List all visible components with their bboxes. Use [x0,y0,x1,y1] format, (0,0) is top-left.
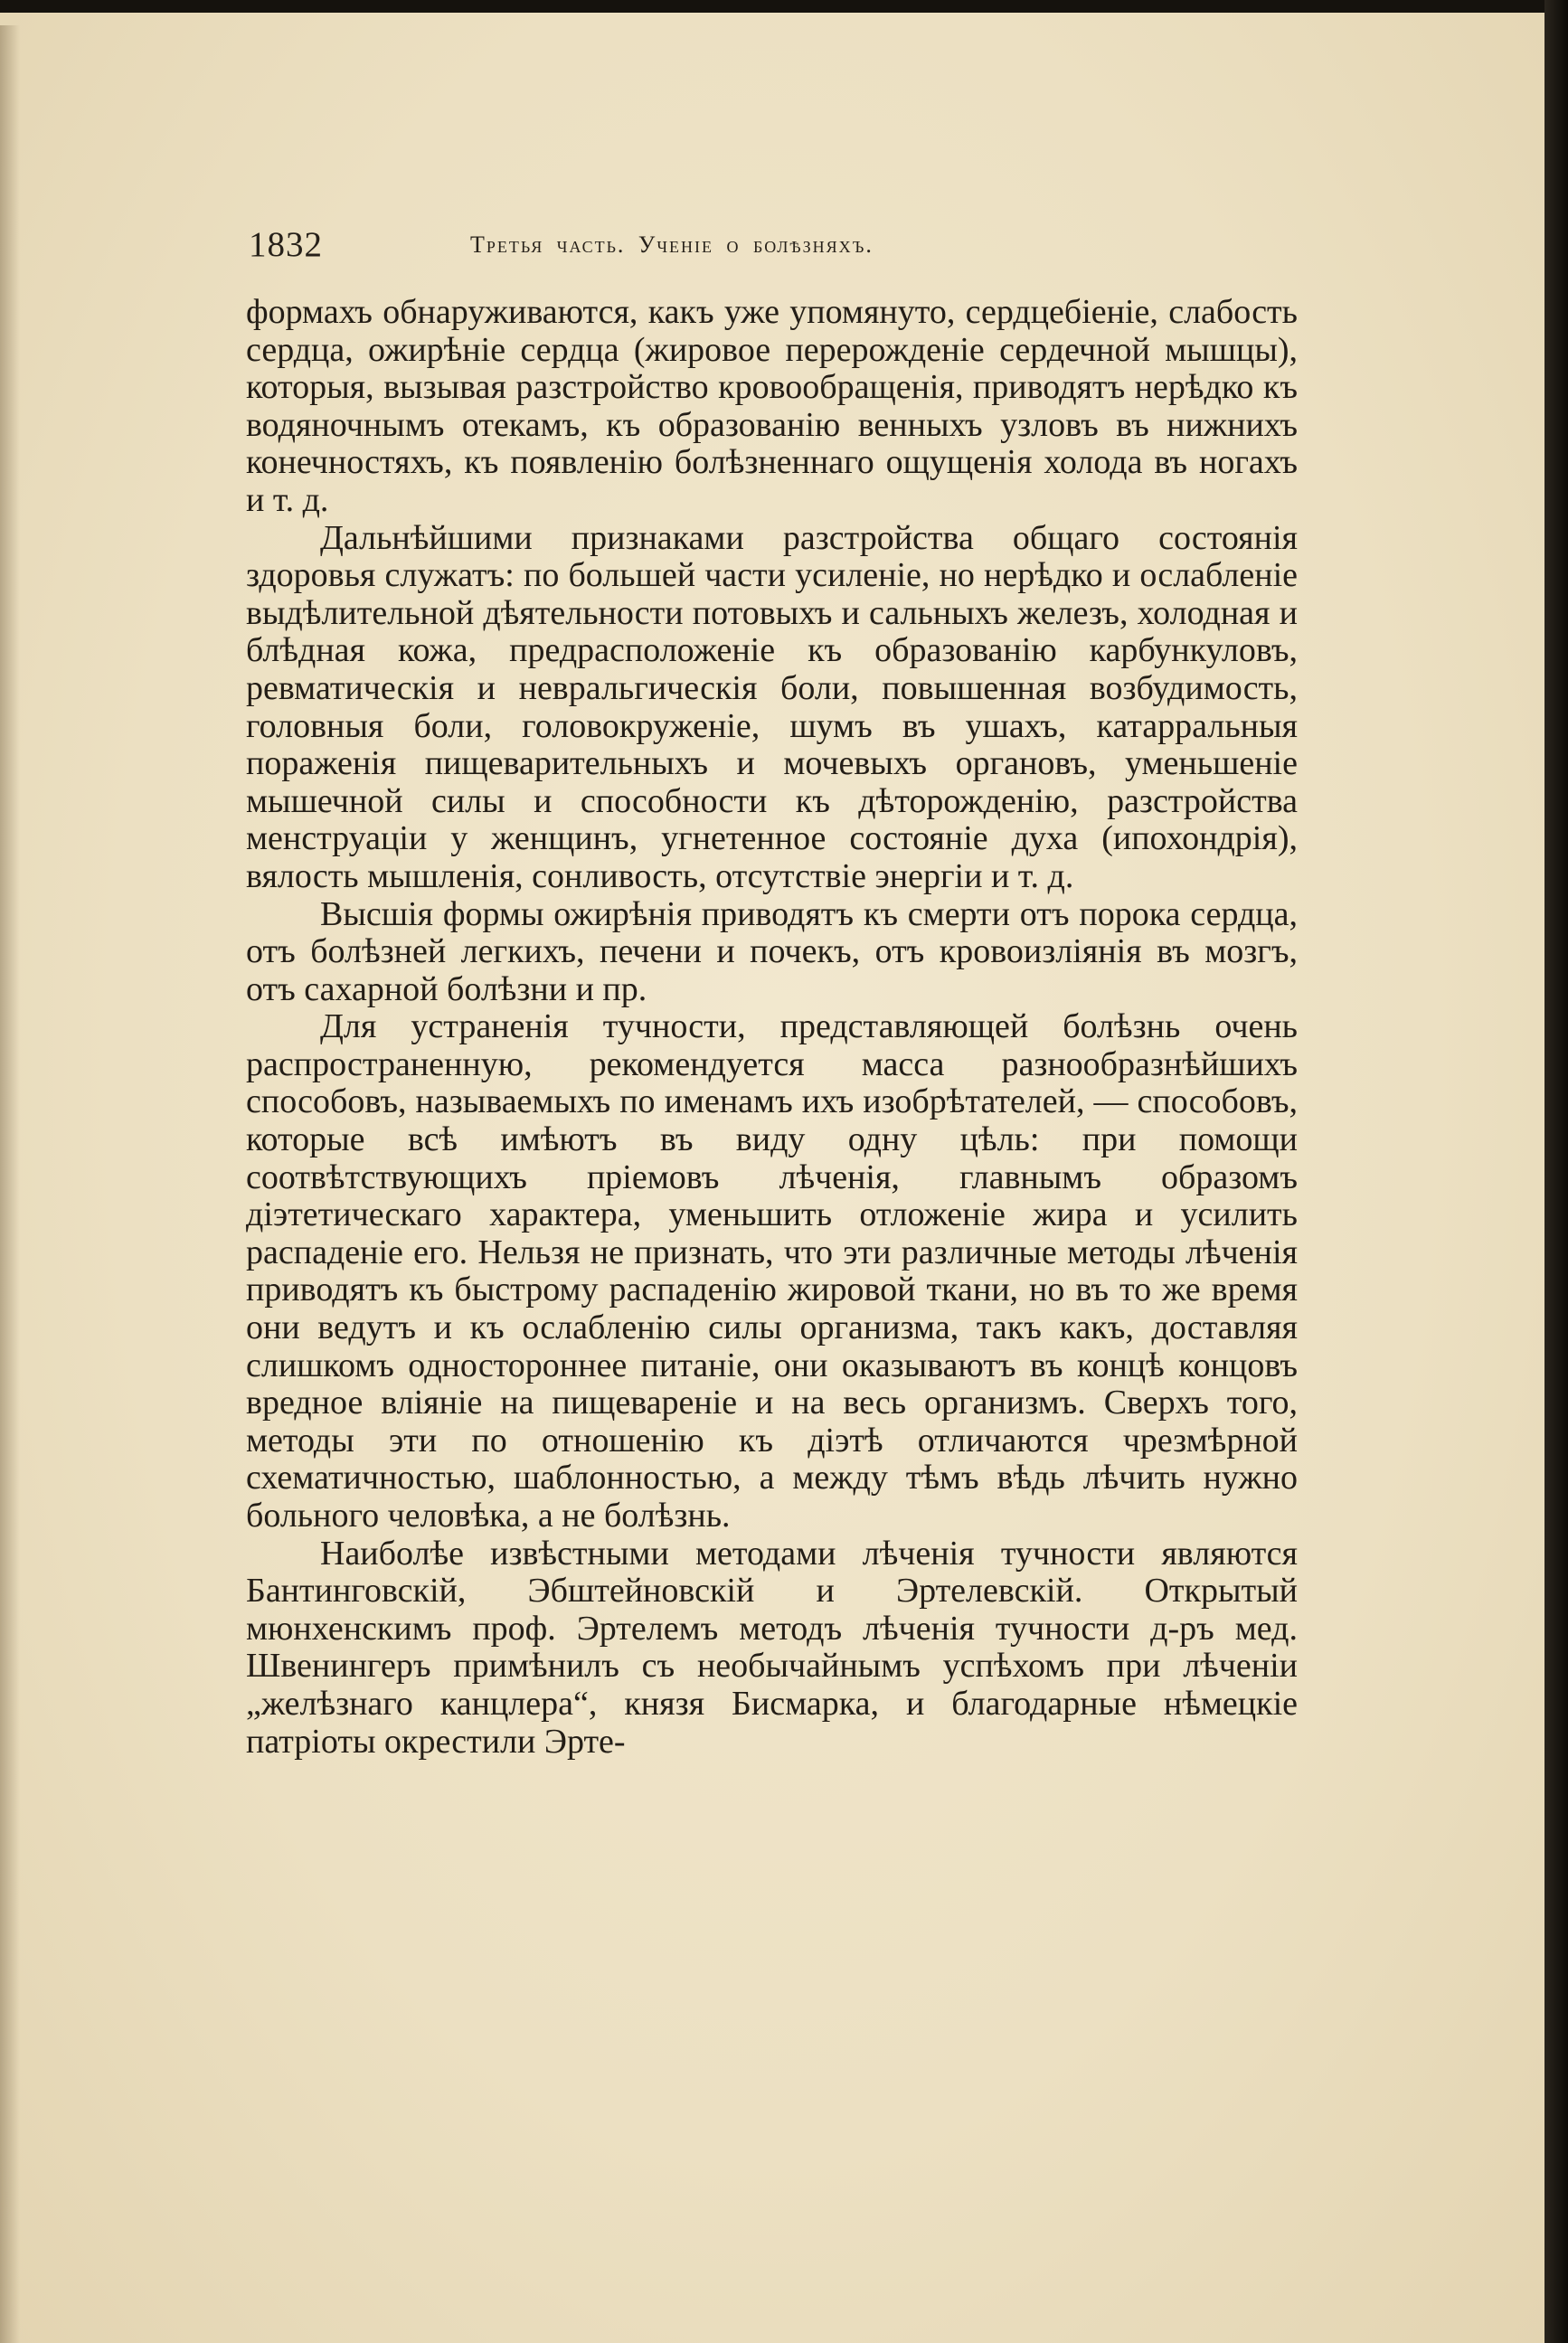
page-header [249,224,1298,279]
paragraph-2: Дальнѣйшими признаками разстройства общаго состоянія здоровья служатъ: по большей части усиленіе, но нерѣдко и ослабленіе выдѣлительной дѣятельности потовыхъ и сальныхъ железъ, холодная и блѣдная кожа, предрасположеніе къ образованію карбункуловъ, ревматическія и невральгическія боли, повышенная возбудимость, головныя боли, головокруженіе, шумъ въ ушахъ, катарральныя пораженія пищеварительныхъ и мочевыхъ органовъ, уменьшеніе мышечной силы и способности къ дѣторожденію, разстройства менструаціи у женщинъ, угнетенное состояніе духа (ипохондрія), вялость мышленія, сонливость, отсутствіе энергіи и т. д. [246,518,1298,895]
body-text [246,294,1298,1761]
page-gutter-shadow [0,25,20,2343]
paragraph-1: формахъ обнаруживаются, какъ уже упомянуто, сердцебіеніе, слабость сердца, ожирѣніе сердца (жировое перерожденіе сердечной мышцы), которыя, вызывая разстройство кровообращенія, приводятъ нерѣдко къ водяночнымъ отекамъ, къ образованію венныхъ узловъ въ нижнихъ конечностяхъ, къ появленію болѣзненнаго ощущенія холода въ ногахъ и т. д. [246,293,1298,519]
paragraph-4: Для устраненія тучности, представляющей болѣзнь очень распространенную, рекомендуется масса разнообразнѣйшихъ способовъ, называемыхъ по именамъ ихъ изобрѣтателей, — способовъ, которые всѣ имѣютъ въ виду одну цѣль: при помощи соотвѣтствующихъ пріемовъ лѣченія, главнымъ образомъ діэтетическаго характера, уменьшить отложеніе жира и усилить распаденіе его. Нельзя не признать, что эти различные методы лѣченія приводятъ къ быстрому распаденію жировой ткани, но въ то же время они ведутъ и къ ослабленію силы организма, такъ какъ, доставляя слишкомъ одностороннее питаніе, они оказываютъ въ концѣ концовъ вредное вліяніе на пищевареніе и на весь организмъ. Сверхъ того, методы эти по отношенію къ діэтѣ отличаются чрезмѣрной схематичностью, шаблонностью, а между тѣмъ вѣдь лѣчить нужно больного человѣка, а не болѣзнь. [246,1007,1298,1535]
paragraph-3: Высшія формы ожирѣнія приводятъ къ смерти отъ порока сердца, отъ болѣзней легкихъ, печени и почекъ, отъ кровоизліянія въ мозгъ, отъ сахарной болѣзни и пр. [246,894,1298,1008]
scan-right-edge [1544,0,1568,2343]
page-number: 1832 [249,225,323,264]
running-title: Третья часть. Ученіе о болѣзняхъ. [470,231,874,258]
paragraph-5: Наиболѣе извѣстными методами лѣченія тучности являются Бантинговскій, Эбштейновскій и Эртелевскій. Открытый мюнхенскимъ проф. Эртелемъ методъ лѣченія тучности д-ръ мед. Швенингеръ примѣнилъ съ необычайнымъ успѣхомъ при лѣченіи „желѣзнаго канцлера“, князя Бисмарка, и благодарные нѣмецкіе патріоты окрестили Эрте- [246,1534,1298,1761]
